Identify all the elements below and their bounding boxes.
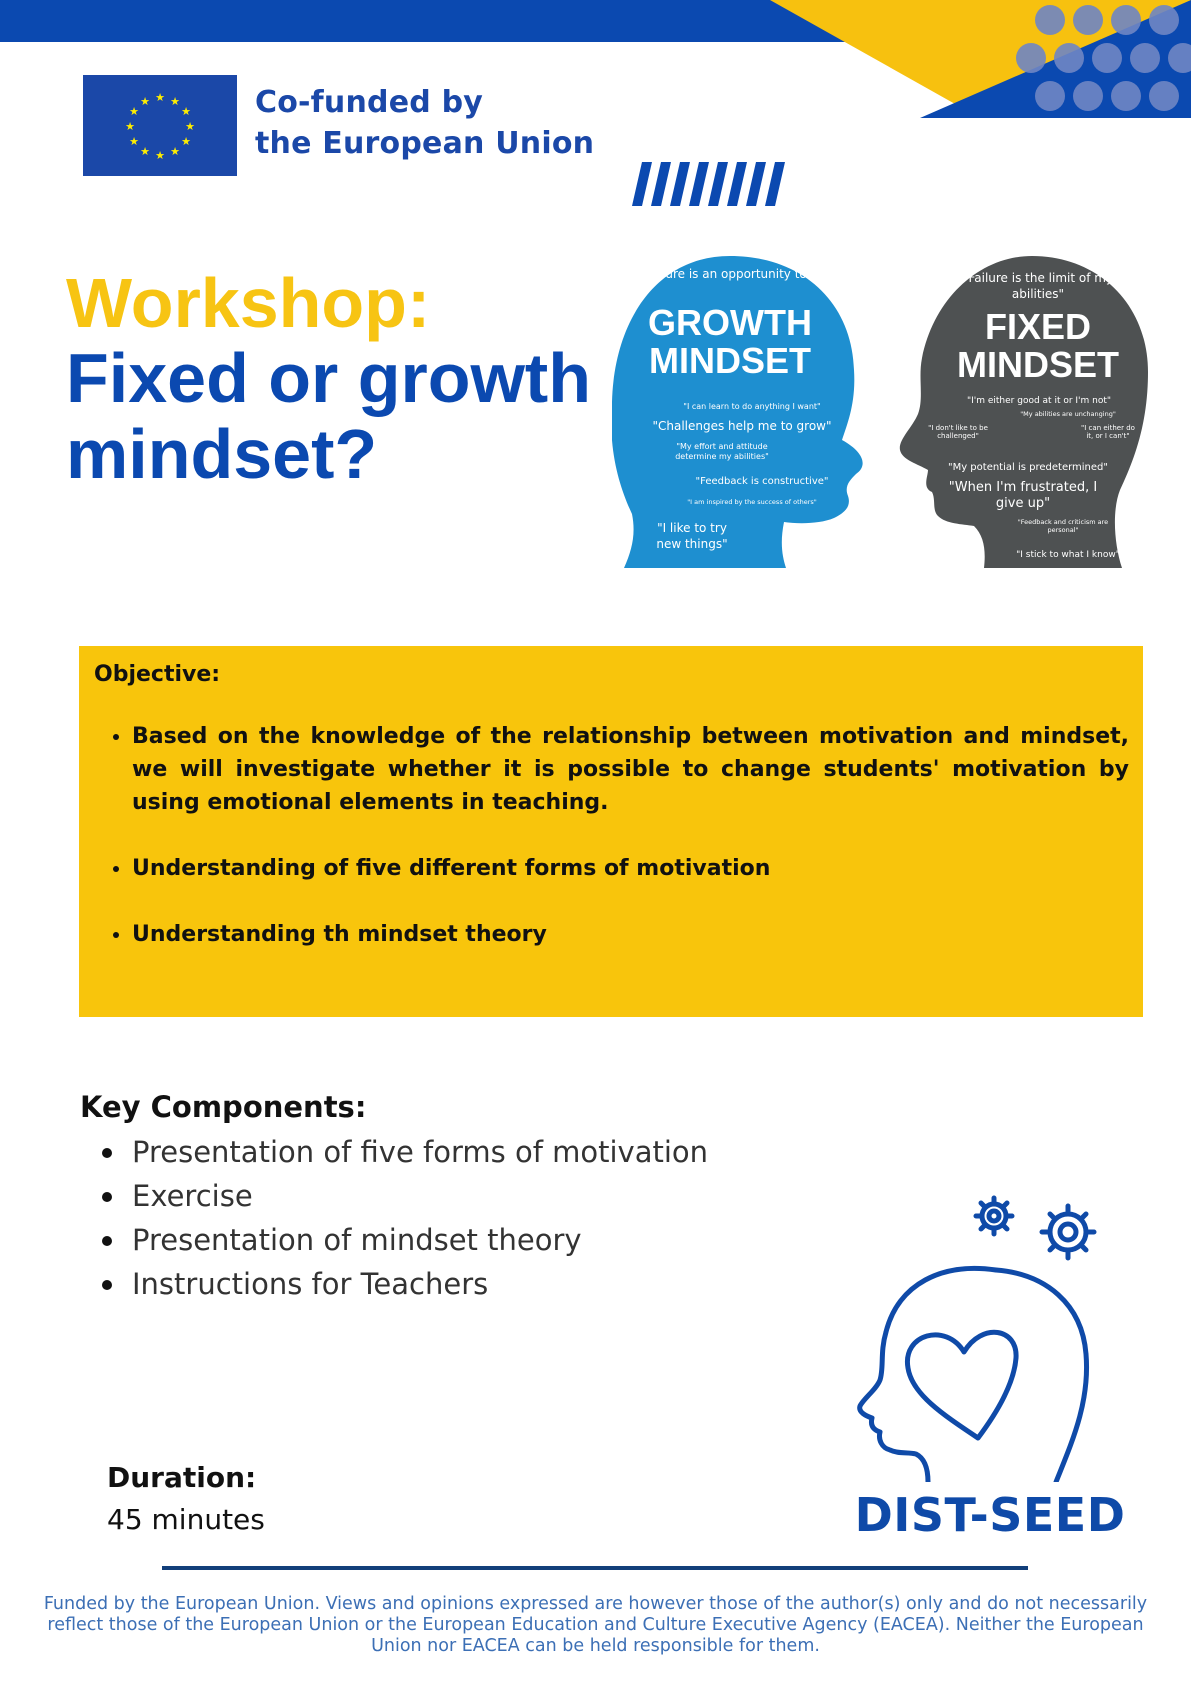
fixed-phrase-4: "I can either do it, or I can't" — [1081, 424, 1135, 440]
key-components-heading: Key Components: — [80, 1090, 367, 1124]
decorative-stripes — [632, 162, 788, 206]
growth-phrase-1: "I can learn to do anything I want" — [683, 402, 821, 411]
svg-text:★: ★ — [181, 135, 191, 148]
svg-text:★: ★ — [181, 105, 191, 118]
objective-item: • Based on the knowledge of the relationship between motivation and mindset, we will investigate whether it is possible to change students' motivation by using emotional elements in teaching. — [132, 720, 1129, 819]
fixed-mindset-head-illustration — [898, 254, 1150, 570]
fixed-label-line1: FIXED — [984, 306, 1091, 347]
duration-value: 45 minutes — [107, 1503, 265, 1536]
eu-disclaimer: Funded by the European Union. Views and opinions expressed are however those of the author(s) only and do not necessarily reflect those of the European Union or the European Education and Culture Executive Agency (EACEA). Neither the European Union nor EACEA can be held responsible for them. — [43, 1594, 1148, 1656]
eu-flag-logo — [83, 75, 237, 176]
fixed-label-line2: MINDSET — [957, 344, 1119, 385]
objective-item: • Understanding of five different forms of motivation — [132, 852, 1129, 885]
fixed-quote-top: "Failure is the limit of my abilities" — [962, 271, 1114, 301]
key-component-item: Exercise — [132, 1174, 708, 1218]
growth-phrase-5: "I am inspired by the success of others" — [687, 498, 817, 506]
growth-label — [630, 304, 830, 380]
page-title-line2: mindset? — [66, 415, 378, 493]
growth-mindset-head-illustration — [612, 252, 868, 570]
head-heart-gears-logo — [846, 1192, 1116, 1482]
svg-text:★: ★ — [129, 135, 139, 148]
fixed-phrase-7: "Feedback and criticism are personal" — [1017, 518, 1109, 534]
svg-text:★: ★ — [185, 120, 195, 133]
fixed-phrase-1: "I'm either good at it or I'm not" — [966, 396, 1112, 406]
key-component-item: Presentation of five forms of motivation — [132, 1130, 708, 1174]
svg-text:★: ★ — [155, 149, 165, 162]
objective-list — [94, 720, 1129, 951]
objective-item: • Understanding th mindset theory — [132, 918, 1129, 951]
svg-text:★: ★ — [170, 145, 180, 158]
fixed-phrase-5: "My potential is predetermined" — [947, 462, 1108, 473]
eu-funding-line1: Co-funded by — [255, 85, 484, 120]
footer-divider — [162, 1566, 1028, 1570]
fixed-phrase-2: "My abilities are unchanging" — [1020, 410, 1116, 418]
objective-heading: Objective: — [94, 662, 221, 687]
growth-label-line2: MINDSET — [649, 340, 811, 381]
growth-phrase-6: "I like to try new things" — [656, 521, 728, 551]
key-component-item: Instructions for Teachers — [132, 1262, 708, 1306]
fixed-phrase-3: "I don't like to be challenged" — [928, 424, 988, 440]
svg-text:★: ★ — [140, 145, 150, 158]
duration-label: Duration: — [107, 1461, 257, 1494]
dist-seed-logo-text: DIST-SEED — [854, 1488, 1126, 1542]
growth-phrase-2: "Challenges help me to grow" — [652, 419, 832, 433]
svg-text:★: ★ — [129, 105, 139, 118]
svg-text:★: ★ — [140, 95, 150, 108]
decorative-dot-pattern — [1010, 0, 1191, 118]
fixed-phrase-6: "When I'm frustrated, I give up" — [948, 480, 1098, 511]
growth-quote-top: "Failure is an opportunity to grow" — [640, 267, 846, 281]
workshop-label: Workshop: — [66, 264, 431, 342]
key-component-item: Presentation of mindset theory — [132, 1218, 708, 1262]
key-components-list — [80, 1130, 708, 1306]
page-title-line1: Fixed or growth — [66, 339, 591, 417]
svg-text:★: ★ — [170, 95, 180, 108]
growth-phrase-4: "Feedback is constructive" — [695, 476, 829, 487]
svg-text:★: ★ — [155, 91, 165, 104]
growth-label-line1: GROWTH — [648, 302, 812, 343]
fixed-phrase-8: "I stick to what I know" — [1016, 550, 1120, 560]
eu-funding-text — [255, 82, 594, 164]
objective-box — [79, 646, 1143, 1017]
growth-phrase-3: "My effort and attitude determine my abilities" — [675, 442, 769, 461]
eu-funding-line2: the European Union — [255, 126, 595, 161]
page-title — [66, 340, 591, 492]
fixed-label — [938, 308, 1138, 384]
svg-text:★: ★ — [125, 120, 135, 133]
